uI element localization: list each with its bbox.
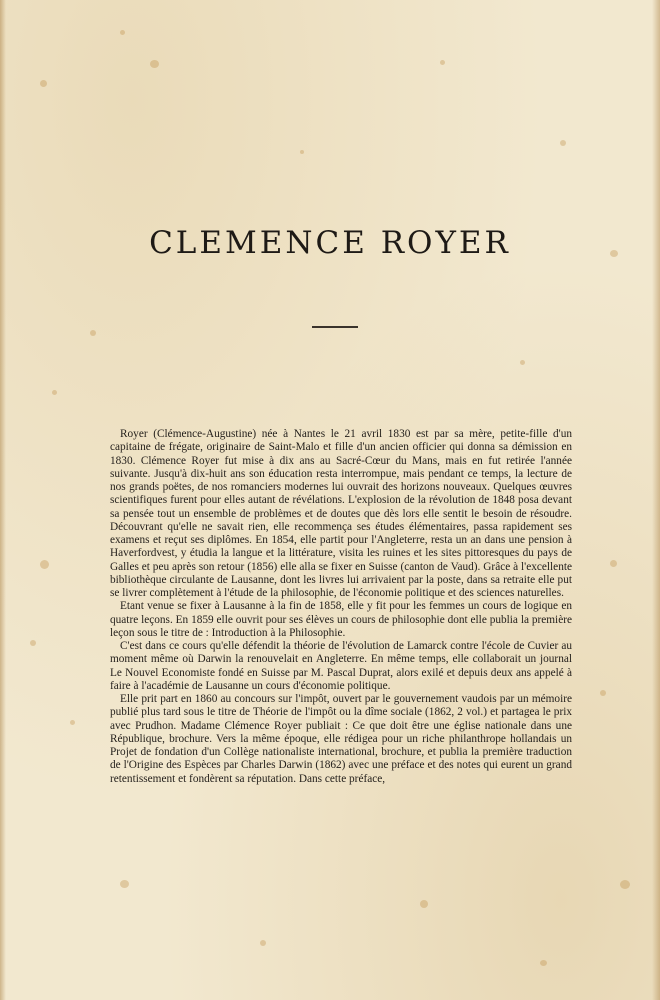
article-body	[110, 428, 572, 786]
foxing-spot	[420, 900, 428, 908]
foxing-spot	[120, 880, 129, 888]
foxing-spot	[70, 720, 75, 725]
foxing-spot	[30, 640, 36, 646]
foxing-spot	[150, 60, 159, 68]
foxing-spot	[40, 80, 47, 87]
foxing-spot	[620, 880, 630, 889]
foxing-spot	[540, 960, 547, 966]
body-paragraph: Elle prit part en 1860 au concours sur l'impôt, ouvert par le gouvernement vaudois par un mémoire publié plus tard sous le titre de Théorie de l'impôt ou la dîme sociale (1862, 2 vol.) et partagea le prix avec Prudhon. Madame Clémence Royer publiait : Ce que doit être une église nationale dans une République, brochure. Vers la même époque, elle rédigea pour un riche philanthrope hollandais un Projet de fondation d'un Collège nationaliste international, brochure, et publia la première traduction de l'Origine des Espèces par Charles Darwin (1862) avec une préface et des notes qui eurent un grand retentissement et fondèrent sa réputation. Dans cette préface,	[110, 693, 572, 785]
foxing-spot	[52, 390, 57, 395]
foxing-spot	[40, 560, 49, 569]
body-paragraph: C'est dans ce cours qu'elle défendit la théorie de l'évolution de Lamarck contre l'école de Cuvier au moment même où Darwin la renouvelait en Angleterre. En même temps, elle collaborait un journal Le Nouvel Economiste fondé en Suisse par M. Pascal Duprat, alors exilé et depuis deux ans appelé à faire à l'académie de Lausanne un cours d'économie politique.	[110, 640, 572, 692]
body-paragraph: Etant venue se fixer à Lausanne à la fin de 1858, elle y fit pour les femmes un cours de logique en quatre leçons. En 1859 elle ouvrit pour ses élèves un cours de philosophie dont elle publia la première leçon sous le titre de : Introduction à la Philosophie.	[110, 600, 572, 639]
foxing-spot	[560, 140, 566, 146]
foxing-spot	[120, 30, 125, 35]
foxing-spot	[520, 360, 525, 365]
body-paragraph: Royer (Clémence-Augustine) née à Nantes le 21 avril 1830 est par sa mère, petite-fille d'un capitaine de frégate, originaire de Saint-Malo et fille d'un ancien officier qui donna sa démission en 1830. Clémence Royer fut mise à dix ans au Sacré-Cœur du Mans, mais en fut retirée l'année suivante. Jusqu'à dix-huit ans son éducation resta interrompue, mais pendant ce temps, la lecture de nos grands poëtes, de nos romanciers modernes lui ouvrait des horizons nouveaux. Quelques œuvres scientifiques furent pour elles autant de révélations. L'explosion de la révolution de 1848 posa devant sa pensée tout un ensemble de problèmes et de doutes que dès lors elle sentit le besoin de résoudre. Découvrant qu'elle ne savait rien, elle recommença ses études élémentaires, passa rapidement ses examens et reçut ses diplômes. En 1854, elle partit pour l'Angleterre, resta un an dans une pension à Haverfordvest, y étudia la langue et la littérature, visita les ruines et les sites pittoresques du pays de Galles et peu après son retour (1856) elle alla se fixer en Suisse (canton de Vaud). Grâce à l'excellente bibliothèque circulante de Lausanne, dont les livres lui arrivaient par la poste, dans sa retraite elle put se livrer complètement à l'étude de la philosophie, de l'économie politique et des sciences naturelles.	[110, 428, 572, 599]
foxing-spot	[440, 60, 445, 65]
title-rule-divider	[312, 326, 358, 328]
page-title: CLEMENCE ROYER	[149, 225, 511, 261]
foxing-spot	[90, 330, 96, 336]
foxing-spot	[610, 560, 617, 567]
paper-edge-left	[0, 0, 6, 1000]
foxing-spot	[300, 150, 304, 154]
paper-edge-right	[652, 0, 660, 1000]
foxing-spot	[600, 690, 606, 696]
foxing-spot	[260, 940, 266, 946]
